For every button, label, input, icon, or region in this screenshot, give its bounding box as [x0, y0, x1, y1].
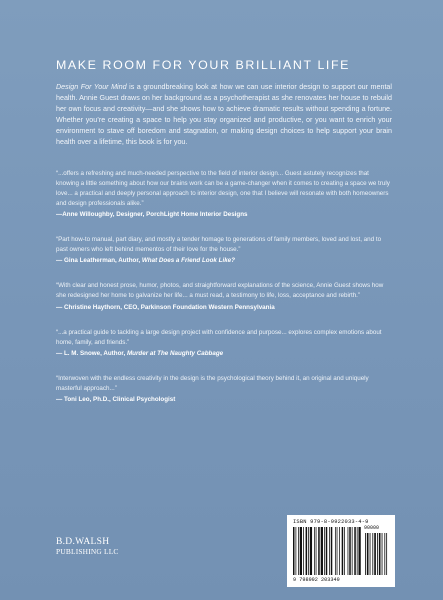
- quote-text: “With clear and honest prose, humor, photos, and straightforward explanations of the science, Annie Guest shows how she redesigned her home to galvanize her life... a must read, a testimony to life, loss, acceptance and rebirth.”: [56, 282, 384, 300]
- quote-attribution: [56, 349, 392, 359]
- quote-text: “Interwoven with the endless creativity in the design is the psychological theory behind it, an original and uniquely masterful approach...”: [56, 374, 369, 392]
- headline: MAKE ROOM FOR YOUR BRILLIANT LIFE: [56, 58, 351, 72]
- attribution-name: —Anne Willoughby, Designer, PorchLight Home Interior Designs: [56, 210, 248, 218]
- quote-attribution: [56, 395, 392, 405]
- barcode-box: [287, 515, 395, 587]
- publisher-suffix: PUBLISHING LLC: [56, 547, 119, 556]
- quote-attribution: [56, 256, 392, 266]
- book-title: Design For Your Mind: [56, 83, 127, 91]
- attribution-name: — Toni Leo, Ph.D., Clinical Psychologist: [56, 396, 176, 404]
- quote-3: [56, 281, 392, 312]
- attribution-title: Murder at The Naughty Cabbage: [126, 349, 224, 357]
- barcode-icon: [293, 527, 389, 577]
- quote-attribution: [56, 303, 392, 313]
- publisher-name: B.D.WALSH: [56, 537, 110, 547]
- quote-attribution: [56, 210, 392, 220]
- back-cover-content: [56, 58, 392, 420]
- quote-text: “...a practical guide to tackling a large design project with confidence and purpose... explores complex emotions about home, family, and friends.”: [56, 328, 382, 346]
- quote-text: “Part how-to manual, part diary, and mostly a tender homage to generations of family members, loved and lost, and to past owners who left behind mementos of their love for the house.”: [56, 236, 382, 254]
- quote-1: [56, 169, 392, 220]
- quote-2: [56, 235, 392, 266]
- attribution-name: — Christine Haythorn, CEO, Parkinson Foundation Western Pennsylvania: [56, 303, 275, 311]
- attribution-name: — Gina Leatherman, Author,: [56, 257, 142, 265]
- attribution-name: — L. M. Snowe, Author,: [56, 349, 127, 357]
- attribution-title: What Does a Friend Look Like?: [141, 257, 235, 265]
- isbn-label: ISBN 979-8-9922033-4-9: [293, 519, 369, 525]
- barcode-addon: 90000: [364, 525, 380, 531]
- quote-4: [56, 328, 392, 359]
- quote-text: “...offers a refreshing and much-needed perspective to the field of interior design... Guest astutely recognizes that knowing a little something about how our brains work can be a game-changer when it comes to creating a space we truly love... a practical and deeply personal approach to interior design, one that I believe will resonate with both homeowners and design professionals alike.”: [56, 169, 390, 207]
- barcode-number: 9 798992 203349: [293, 577, 340, 583]
- intro-text: is a groundbreaking look at how we can use interior design to support our mental health. Annie Guest draws on her background as a psychotherapist as she renovates her house to rebuild her own focus and creativity—and she shows how to achieve dramatic results without spending a fortune. Whether you’re creating a space to help you stay organized and productive, or you want to enrich your environment to stave off boredom and stagnation, or making design choices to help support your brain health over a lifetime, this book is for you.: [56, 83, 392, 147]
- publisher-logo: [56, 537, 119, 557]
- intro-paragraph: [56, 82, 392, 149]
- quote-5: [56, 374, 392, 405]
